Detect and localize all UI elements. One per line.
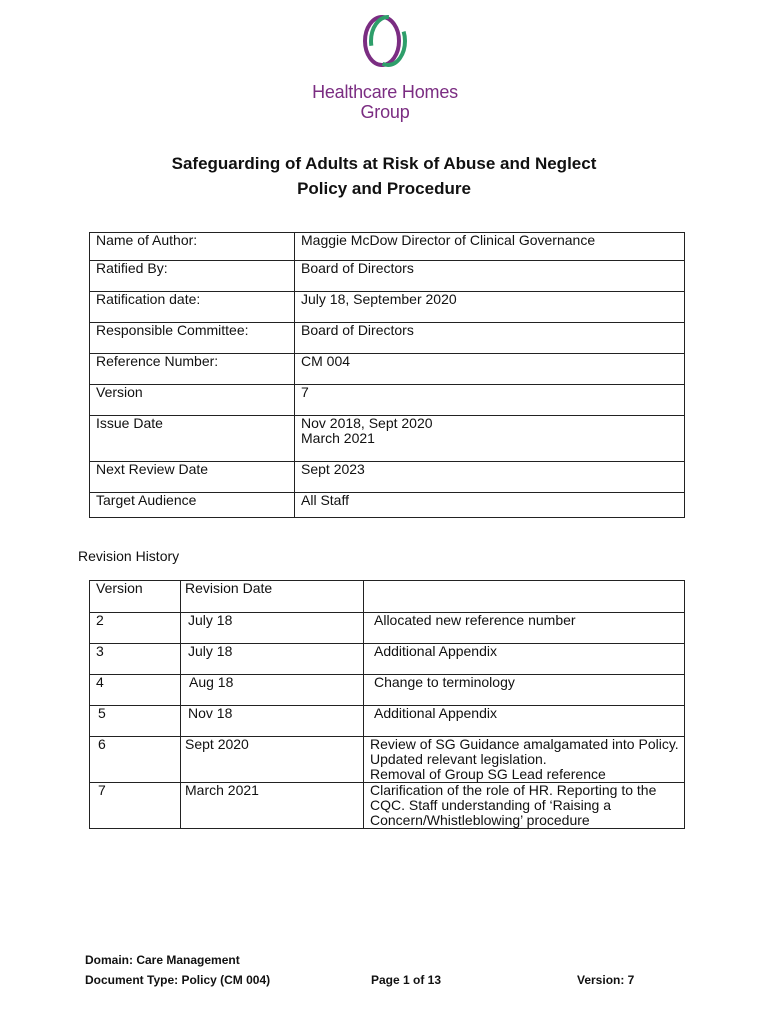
footer-document-type: Document Type: Policy (CM 004) <box>85 973 271 987</box>
table-row <box>90 613 685 644</box>
meta-label: Ratification date: <box>90 292 295 323</box>
company-logo <box>300 14 470 122</box>
revision-description: Change to terminology <box>364 675 685 706</box>
meta-value: 7 <box>295 385 685 416</box>
meta-label: Responsible Committee: <box>90 323 295 354</box>
table-row <box>90 493 685 518</box>
revision-description: Additional Appendix <box>364 706 685 737</box>
revision-description-line: Clarification of the role of HR. Reporting to the <box>370 782 657 798</box>
logo-text-line2: Group <box>360 102 410 122</box>
table-header-row <box>90 581 685 613</box>
revision-date: Nov 18 <box>181 706 364 737</box>
table-row <box>90 261 685 292</box>
table-row <box>90 644 685 675</box>
revision-history-table <box>89 580 685 829</box>
column-header-version: Version <box>90 581 181 613</box>
table-row <box>90 706 685 737</box>
revision-description-line: CQC. Staff understanding of ‘Raising a <box>370 797 611 813</box>
revision-description-line: Removal of Group SG Lead reference <box>370 766 606 782</box>
meta-value: July 18, September 2020 <box>295 292 685 323</box>
meta-value <box>295 416 685 462</box>
revision-description-line: Review of SG Guidance amalgamated into Policy. <box>370 736 679 752</box>
revision-date: March 2021 <box>181 783 364 829</box>
meta-value: Board of Directors <box>295 323 685 354</box>
logo-text <box>300 82 470 122</box>
meta-value: Maggie McDow Director of Clinical Governance <box>295 233 685 261</box>
revision-version: 3 <box>90 644 181 675</box>
revision-version: 4 <box>90 675 181 706</box>
meta-value: Board of Directors <box>295 261 685 292</box>
table-row <box>90 416 685 462</box>
meta-value-line: March 2021 <box>301 430 375 446</box>
revision-version: 2 <box>90 613 181 644</box>
revision-description-line: Concern/Whistleblowing’ procedure <box>370 812 590 828</box>
footer-page-number: Page 1 of 13 <box>371 973 442 987</box>
document-metadata-table <box>89 232 685 518</box>
table-row <box>90 737 685 783</box>
revision-description: Allocated new reference number <box>364 613 685 644</box>
table-row <box>90 292 685 323</box>
meta-label: Ratified By: <box>90 261 295 292</box>
table-row <box>90 675 685 706</box>
revision-description <box>364 737 685 783</box>
table-row <box>90 462 685 493</box>
revision-version: 7 <box>90 783 181 829</box>
table-row <box>90 783 685 829</box>
revision-history-heading: Revision History <box>78 548 180 564</box>
meta-value: All Staff <box>295 493 685 518</box>
document-subtitle: Policy and Procedure <box>297 179 471 198</box>
footer-domain: Domain: Care Management <box>85 953 240 967</box>
table-row <box>90 323 685 354</box>
meta-label: Target Audience <box>90 493 295 518</box>
revision-date: Aug 18 <box>181 675 364 706</box>
table-row <box>90 354 685 385</box>
table-row <box>90 233 685 261</box>
footer-version: Version: 7 <box>577 973 635 987</box>
meta-label: Name of Author: <box>90 233 295 261</box>
revision-version: 6 <box>90 737 181 783</box>
logo-rings-icon <box>348 14 422 68</box>
meta-label: Reference Number: <box>90 354 295 385</box>
revision-description <box>364 783 685 829</box>
column-header-description <box>364 581 685 613</box>
revision-description: Additional Appendix <box>364 644 685 675</box>
revision-date: July 18 <box>181 613 364 644</box>
revision-version: 5 <box>90 706 181 737</box>
revision-description-line: Updated relevant legislation. <box>370 751 547 767</box>
meta-label: Next Review Date <box>90 462 295 493</box>
meta-value-line: Nov 2018, Sept 2020 <box>301 415 433 431</box>
revision-date: July 18 <box>181 644 364 675</box>
meta-label: Issue Date <box>90 416 295 462</box>
meta-value: Sept 2023 <box>295 462 685 493</box>
table-row <box>90 385 685 416</box>
logo-text-line1: Healthcare Homes <box>312 82 458 102</box>
meta-label: Version <box>90 385 295 416</box>
revision-date: Sept 2020 <box>181 737 364 783</box>
column-header-revision-date: Revision Date <box>181 581 364 613</box>
meta-value: CM 004 <box>295 354 685 385</box>
document-title: Safeguarding of Adults at Risk of Abuse and Neglect <box>171 154 597 173</box>
